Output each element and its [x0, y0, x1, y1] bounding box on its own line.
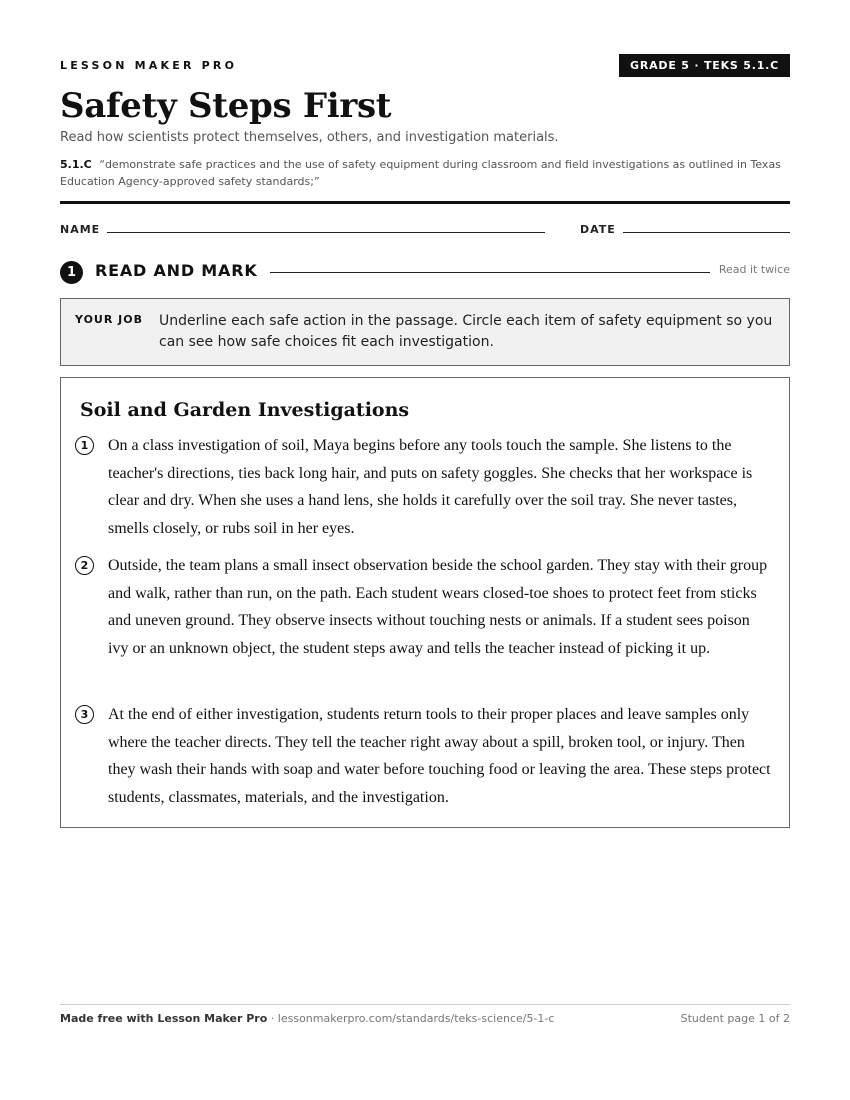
page-subtitle: Read how scientists protect themselves, others, and investigation materials.: [60, 130, 559, 145]
standard-code: 5.1.C: [60, 158, 92, 171]
page-title: Safety Steps First: [60, 86, 392, 126]
paragraph-number: 2: [75, 556, 94, 575]
header-divider: [60, 201, 790, 204]
footer-credit: [60, 1012, 554, 1025]
instructions-box: [60, 298, 790, 366]
footer-separator: ·: [267, 1012, 278, 1025]
instructions-text: Underline each safe action in the passage. Circle each item of safety equipment so you can see how safe choices fit each investigation.: [159, 313, 773, 350]
footer-page-number: Student page 1 of 2: [680, 1012, 790, 1025]
worksheet-page: [60, 0, 790, 1100]
date-line[interactable]: [623, 232, 790, 233]
standard-description: [60, 156, 790, 190]
brand-name: LESSON MAKER PRO: [60, 59, 238, 72]
date-label: DATE: [580, 223, 616, 236]
section-divider: [270, 272, 710, 273]
name-line[interactable]: [107, 232, 545, 233]
paragraph-number: 1: [75, 436, 94, 455]
section-number-badge: 1: [60, 261, 83, 284]
standard-text: “demonstrate safe practices and the use of safety equipment during classroom and field investigations as outlined in Texas Education Agency-approved safety standards;”: [60, 158, 781, 188]
section-title: READ AND MARK: [95, 261, 258, 280]
paragraph-number: 3: [75, 705, 94, 724]
name-label: NAME: [60, 223, 101, 236]
footer-brand: Made free with Lesson Maker Pro: [60, 1012, 268, 1025]
paragraph-text: At the end of either investigation, students return tools to their proper places and leave samples only where the teacher directs. They tell the teacher right away about a spill, broken tool, or injury. Then they wash their hands with soap and water before touching food or leaving the area. These steps protect students, classmates, materials, and the investigation.: [108, 706, 771, 807]
paragraph-text: On a class investigation of soil, Maya begins before any tools touch the sample. She listens to the teacher's directions, ties back long hair, and puts on safety goggles. She checks that her workspace is clear and dry. When she uses a hand lens, she holds it carefully over the soil tray. She never tastes, smells closely, or rubs soil in her eyes.: [108, 437, 753, 538]
instructions-label: YOUR JOB: [75, 313, 143, 326]
paragraph-text: Outside, the team plans a small insect observation beside the school garden. They stay with their group and walk, rather than run, on the path. Each student wears closed-toe shoes to protect feet from sticks and uneven ground. They observe insects without touching nests or animals. If a student sees poison ivy or an unknown object, the student steps away and tells the teacher instead of picking it up.: [108, 557, 768, 658]
reading-passage-box: [60, 377, 790, 828]
footer-divider: [60, 1004, 790, 1005]
grade-badge: GRADE 5 · TEKS 5.1.C: [619, 54, 790, 77]
section-hint: Read it twice: [718, 263, 790, 276]
footer-url[interactable]: lessonmakerpro.com/standards/teks-science/5-1-c: [277, 1012, 555, 1025]
passage-title: Soil and Garden Investigations: [80, 399, 410, 421]
